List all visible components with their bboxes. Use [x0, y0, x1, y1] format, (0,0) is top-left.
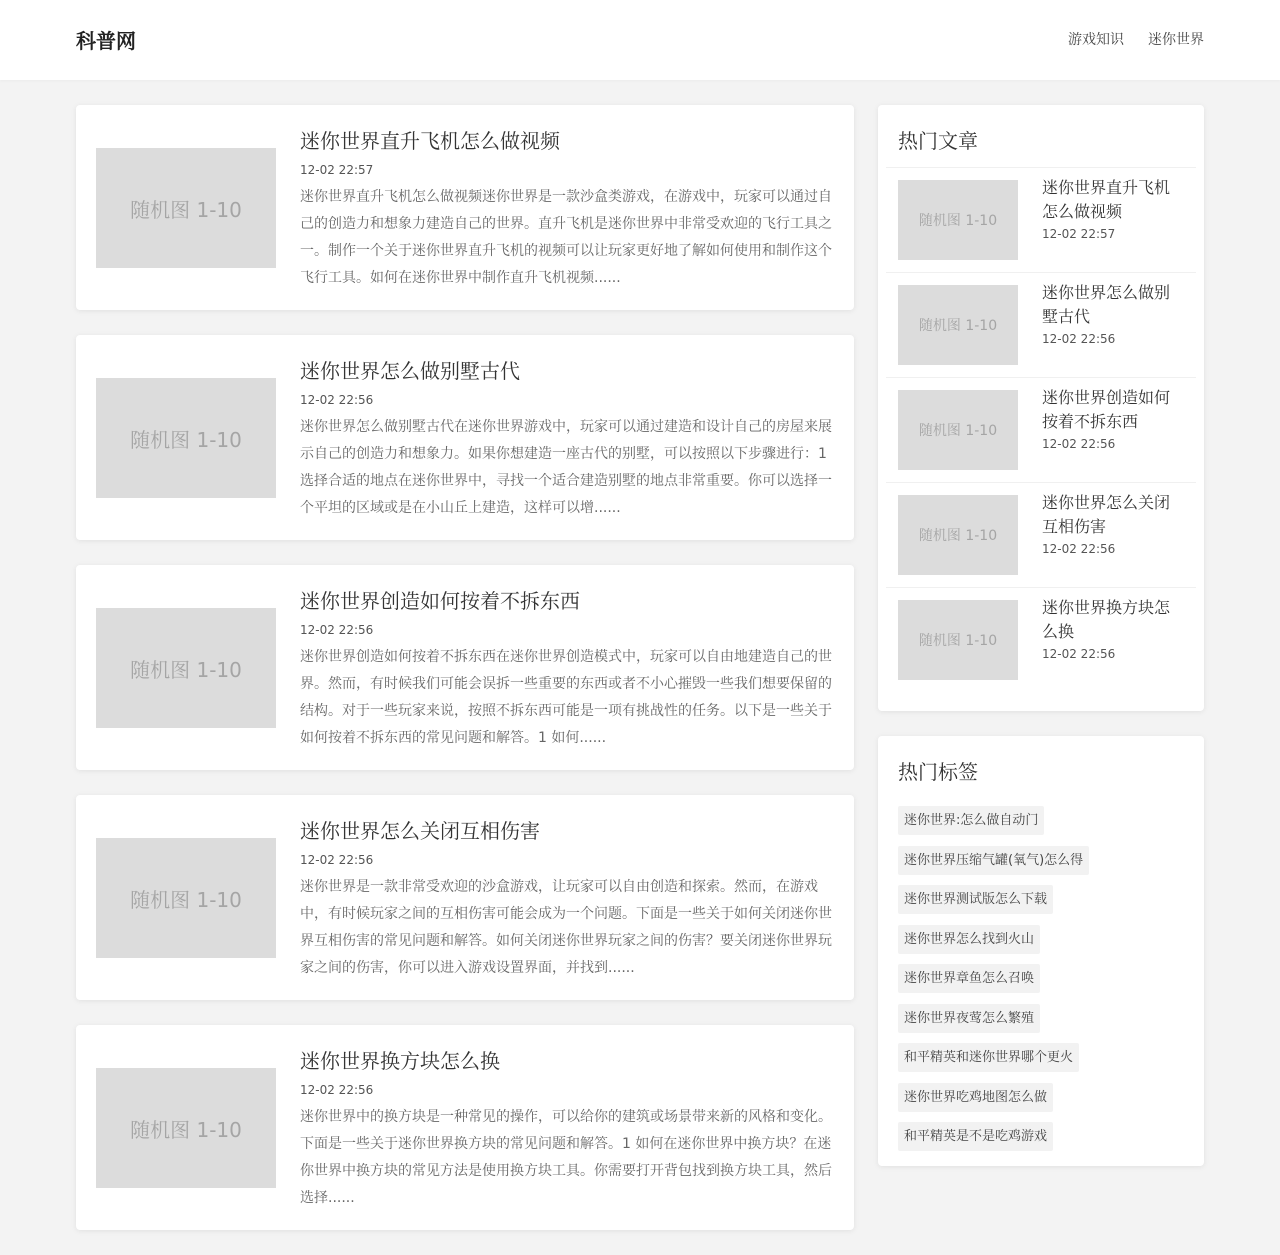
tag-link[interactable]: 和平精英和迷你世界哪个更火: [898, 1043, 1079, 1072]
hot-article-title[interactable]: 迷你世界换方块怎么换: [1042, 598, 1171, 641]
hot-articles-list: [878, 168, 1204, 711]
hot-article-thumbnail[interactable]: 随机图 1-10: [898, 285, 1018, 365]
hot-article-thumbnail[interactable]: 随机图 1-10: [898, 600, 1018, 680]
hot-article-date: 12-02 22:56: [1042, 542, 1116, 556]
article-thumbnail[interactable]: 随机图 1-10: [96, 608, 276, 728]
hot-article-item[interactable]: [886, 483, 1196, 588]
tag-link[interactable]: 迷你世界夜莺怎么繁殖: [898, 1004, 1040, 1033]
hot-article-item[interactable]: [886, 273, 1196, 378]
article-card[interactable]: [76, 565, 854, 770]
tag-link[interactable]: 迷你世界吃鸡地图怎么做: [898, 1083, 1053, 1112]
hot-article-date: 12-02 22:57: [1042, 227, 1116, 241]
article-excerpt: 迷你世界直升飞机怎么做视频迷你世界是一款沙盒类游戏，在游戏中，玩家可以通过自己的创造力和想象力建造自己的世界。直升飞机是迷你世界中非常受欢迎的飞行工具之一。制作一个关于迷你世界直升飞机的视频可以让玩家更好地了解如何使用和制作这个飞行工具。如何在迷你世界中制作直升飞机视频......: [300, 189, 832, 286]
article-title[interactable]: 迷你世界直升飞机怎么做视频: [300, 129, 560, 153]
article-date: 12-02 22:56: [300, 853, 374, 867]
article-excerpt: 迷你世界是一款非常受欢迎的沙盒游戏，让玩家可以自由创造和探索。然而，在游戏中，有时候玩家之间的互相伤害可能会成为一个问题。下面是一些关于如何关闭迷你世界互相伤害的常见问题和解答。如何关闭迷你世界玩家之间的伤害？要关闭迷你世界玩家之间的伤害，你可以进入游戏设置界面，并找到......: [300, 879, 832, 976]
hot-tags-panel: [878, 736, 1204, 1166]
article-excerpt: 迷你世界创造如何按着不拆东西在迷你世界创造模式中，玩家可以自由地建造自己的世界。然而，有时候我们可能会误拆一些重要的东西或者不小心摧毁一些我们想要保留的结构。对于一些玩家来说，按照不拆东西可能是一项有挑战性的任务。以下是一些关于如何按着不拆东西的常见问题和解答。1 如何......: [300, 649, 832, 746]
hot-article-thumbnail[interactable]: 随机图 1-10: [898, 495, 1018, 575]
article-card[interactable]: [76, 795, 854, 1000]
hot-article-item[interactable]: [886, 378, 1196, 483]
nav-item-game-knowledge[interactable]: 游戏知识: [1068, 32, 1124, 48]
article-card[interactable]: [76, 1025, 854, 1230]
tag-link[interactable]: 迷你世界:怎么做自动门: [898, 806, 1044, 835]
article-date: 12-02 22:56: [300, 393, 374, 407]
tag-link[interactable]: 和平精英是不是吃鸡游戏: [898, 1122, 1053, 1151]
tag-link[interactable]: 迷你世界压缩气罐(氧气)怎么得: [898, 846, 1089, 875]
hot-article-date: 12-02 22:56: [1042, 332, 1116, 346]
hot-article-item[interactable]: [886, 168, 1196, 273]
hot-article-thumbnail[interactable]: 随机图 1-10: [898, 180, 1018, 260]
hot-articles-heading: 热门文章: [886, 105, 1196, 168]
hot-article-title[interactable]: 迷你世界直升飞机怎么做视频: [1042, 178, 1171, 221]
main-nav: [1068, 30, 1204, 50]
tag-link[interactable]: 迷你世界怎么找到火山: [898, 925, 1040, 954]
article-excerpt: 迷你世界中的换方块是一种常见的操作，可以给你的建筑或场景带来新的风格和变化。下面是一些关于迷你世界换方块的常见问题和解答。1 如何在迷你世界中换方块？在迷你世界中换方块的常见方法是使用换方块工具。你需要打开背包找到换方块工具，然后选择......: [300, 1109, 832, 1206]
article-date: 12-02 22:57: [300, 163, 374, 177]
hot-article-thumbnail[interactable]: 随机图 1-10: [898, 390, 1018, 470]
hot-article-title[interactable]: 迷你世界怎么关闭互相伤害: [1042, 493, 1171, 536]
article-card[interactable]: [76, 335, 854, 540]
tag-cloud: [878, 800, 1204, 1162]
article-thumbnail[interactable]: 随机图 1-10: [96, 838, 276, 958]
hot-article-item[interactable]: [886, 588, 1196, 693]
article-thumbnail[interactable]: 随机图 1-10: [96, 1068, 276, 1188]
site-header: [0, 0, 1280, 80]
article-thumbnail[interactable]: 随机图 1-10: [96, 378, 276, 498]
article-excerpt: 迷你世界怎么做别墅古代在迷你世界游戏中，玩家可以通过建造和设计自己的房屋来展示自己的创造力和想象力。如果你想建造一座古代的别墅，可以按照以下步骤进行：1选择合适的地点在迷你世界中，寻找一个适合建造别墅的地点非常重要。你可以选择一个平坦的区域或是在小山丘上建造，这样可以增......: [300, 419, 832, 516]
article-title[interactable]: 迷你世界怎么做别墅古代: [300, 359, 520, 383]
hot-articles-panel: [878, 105, 1204, 711]
hot-tags-heading: 热门标签: [898, 760, 978, 784]
article-list: [76, 105, 854, 1255]
hot-article-title[interactable]: 迷你世界怎么做别墅古代: [1042, 283, 1171, 326]
article-title[interactable]: 迷你世界怎么关闭互相伤害: [300, 819, 540, 843]
sidebar: [878, 105, 1204, 1191]
tag-link[interactable]: 迷你世界测试版怎么下载: [898, 885, 1053, 914]
hot-article-title[interactable]: 迷你世界创造如何按着不拆东西: [1042, 388, 1171, 431]
tag-link[interactable]: 迷你世界章鱼怎么召唤: [898, 964, 1040, 993]
hot-article-date: 12-02 22:56: [1042, 647, 1116, 661]
article-thumbnail[interactable]: 随机图 1-10: [96, 148, 276, 268]
article-card[interactable]: [76, 105, 854, 310]
site-logo[interactable]: 科普网: [76, 29, 136, 53]
article-title[interactable]: 迷你世界创造如何按着不拆东西: [300, 589, 580, 613]
article-date: 12-02 22:56: [300, 1083, 374, 1097]
nav-item-mini-world[interactable]: 迷你世界: [1148, 32, 1204, 48]
article-date: 12-02 22:56: [300, 623, 374, 637]
hot-article-date: 12-02 22:56: [1042, 437, 1116, 451]
article-title[interactable]: 迷你世界换方块怎么换: [300, 1049, 500, 1073]
